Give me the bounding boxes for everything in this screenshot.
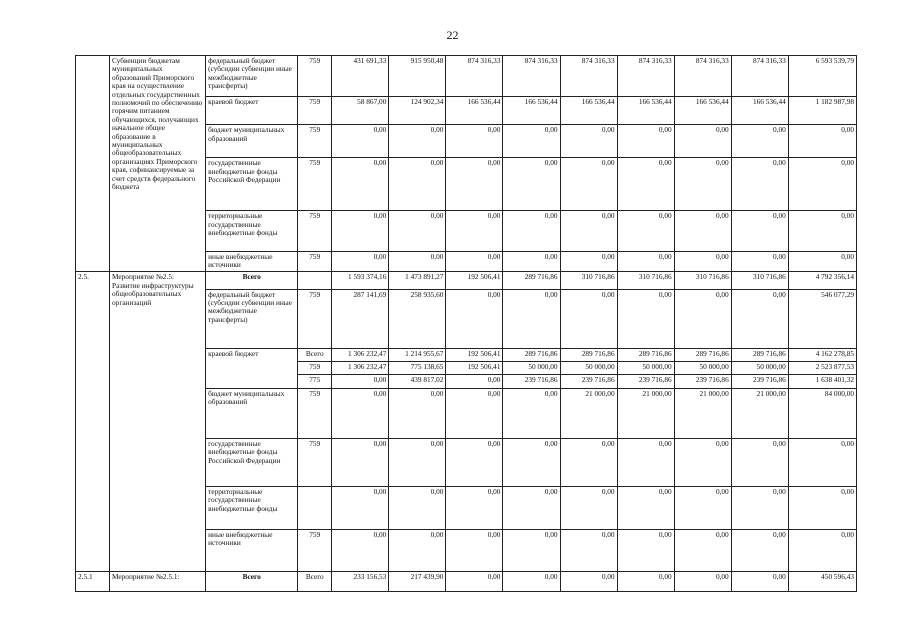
- year-value-cell: 192 506,41: [446, 272, 503, 289]
- year-value-cell: 0,00: [446, 375, 503, 388]
- year-value-cell: 0,00: [731, 486, 788, 529]
- year-value-cell: 0,00: [731, 158, 788, 211]
- year-value-cell: 0,00: [389, 529, 446, 572]
- total-label-cell: Всего: [206, 572, 298, 592]
- budget-code-cell: 759: [298, 388, 332, 438]
- year-value-cell: 0,00: [332, 158, 389, 211]
- year-value-cell: 0,00: [674, 252, 731, 272]
- year-value-cell: 0,00: [446, 486, 503, 529]
- year-value-cell: 21 000,00: [731, 388, 788, 438]
- year-value-cell: 0,00: [674, 486, 731, 529]
- activity-name-cell: Мероприятие №2.5: Развитие инфраструктуры общеобразовательных организаций: [110, 272, 206, 572]
- table-row: [76, 272, 857, 289]
- year-value-cell: 0,00: [446, 438, 503, 486]
- year-value-cell: 0,00: [731, 438, 788, 486]
- year-value-cell: 21 000,00: [560, 388, 617, 438]
- year-value-cell: 0,00: [674, 289, 731, 348]
- year-value-cell: 0,00: [617, 158, 674, 211]
- total-value-cell: 546 077,29: [788, 289, 856, 348]
- budget-code-cell: [298, 486, 332, 529]
- year-value-cell: 0,00: [503, 388, 560, 438]
- year-value-cell: 0,00: [503, 211, 560, 252]
- budget-code-cell: Всего: [298, 348, 332, 361]
- item-number-cell: 2.5.: [76, 272, 110, 572]
- year-value-cell: 1 306 232,47: [332, 362, 389, 375]
- year-value-cell: 0,00: [731, 125, 788, 158]
- year-value-cell: 439 817,02: [389, 375, 446, 388]
- budget-code-cell: Всего: [298, 572, 332, 592]
- funding-source-cell: бюджет муниципальных образований: [206, 125, 298, 158]
- year-value-cell: 0,00: [560, 572, 617, 592]
- year-value-cell: 0,00: [617, 529, 674, 572]
- year-value-cell: 50 000,00: [617, 362, 674, 375]
- year-value-cell: 1 306 232,47: [332, 348, 389, 361]
- funding-source-cell: федеральный бюджет (субсидии субвенции иные межбюджетные трансферты): [206, 56, 298, 97]
- year-value-cell: 0,00: [560, 438, 617, 486]
- year-value-cell: 874 316,33: [731, 56, 788, 97]
- year-value-cell: 0,00: [674, 211, 731, 252]
- total-value-cell: 0,00: [788, 529, 856, 572]
- year-value-cell: 0,00: [503, 438, 560, 486]
- year-value-cell: 0,00: [503, 486, 560, 529]
- year-value-cell: 0,00: [389, 438, 446, 486]
- activity-name-cell: Мероприятие №2.5.1:: [110, 572, 206, 592]
- total-value-cell: 0,00: [788, 158, 856, 211]
- year-value-cell: 0,00: [674, 158, 731, 211]
- year-value-cell: 0,00: [674, 529, 731, 572]
- year-value-cell: 0,00: [617, 211, 674, 252]
- budget-code-cell: [298, 272, 332, 289]
- funding-source-cell: краевой бюджет: [206, 348, 298, 388]
- year-value-cell: 0,00: [560, 158, 617, 211]
- table-row: [76, 56, 857, 97]
- year-value-cell: 0,00: [503, 289, 560, 348]
- year-value-cell: 258 935,60: [389, 289, 446, 348]
- budget-code-cell: 759: [298, 252, 332, 272]
- year-value-cell: 310 716,86: [560, 272, 617, 289]
- year-value-cell: 124 902,34: [389, 96, 446, 125]
- year-value-cell: 289 716,86: [503, 272, 560, 289]
- year-value-cell: 0,00: [617, 438, 674, 486]
- year-value-cell: 1 593 374,16: [332, 272, 389, 289]
- total-value-cell: 4 792 356,14: [788, 272, 856, 289]
- year-value-cell: 0,00: [389, 486, 446, 529]
- total-value-cell: 0,00: [788, 211, 856, 252]
- budget-code-cell: 759: [298, 56, 332, 97]
- funding-source-cell: федеральный бюджет (субсидии субвенции иные межбюджетные трансферты): [206, 289, 298, 348]
- year-value-cell: 0,00: [503, 529, 560, 572]
- year-value-cell: 0,00: [560, 289, 617, 348]
- year-value-cell: 166 536,44: [446, 96, 503, 125]
- year-value-cell: 874 316,33: [674, 56, 731, 97]
- table-row: [76, 572, 857, 592]
- year-value-cell: 310 716,86: [617, 272, 674, 289]
- total-value-cell: 0,00: [788, 486, 856, 529]
- budget-code-cell: 759: [298, 96, 332, 125]
- year-value-cell: 0,00: [446, 388, 503, 438]
- funding-source-cell: территориальные государственные внебюджетные фонды: [206, 486, 298, 529]
- funding-source-cell: бюджет муниципальных образований: [206, 388, 298, 438]
- year-value-cell: 0,00: [674, 572, 731, 592]
- year-value-cell: 0,00: [446, 252, 503, 272]
- year-value-cell: 233 156,53: [332, 572, 389, 592]
- total-value-cell: 0,00: [788, 125, 856, 158]
- year-value-cell: 310 716,86: [674, 272, 731, 289]
- year-value-cell: 217 439,90: [389, 572, 446, 592]
- year-value-cell: 0,00: [617, 252, 674, 272]
- year-value-cell: 0,00: [731, 572, 788, 592]
- total-value-cell: 84 000,00: [788, 388, 856, 438]
- activity-name-cell: Субвенции бюджетам муниципальных образований Приморского края на осуществление отдельных государственных полномочий по обеспечению горячим питанием обучающихся, получающих начальное общее образование в муниципальных общеобразовательных организациях Приморского края, софинансируемые за счет средств федерального бюджета: [110, 56, 206, 272]
- year-value-cell: 874 316,33: [503, 56, 560, 97]
- year-value-cell: 58 867,00: [332, 96, 389, 125]
- year-value-cell: 0,00: [446, 289, 503, 348]
- budget-table: [75, 55, 857, 592]
- budget-code-cell: 775: [298, 375, 332, 388]
- year-value-cell: 239 716,86: [674, 375, 731, 388]
- year-value-cell: 0,00: [389, 211, 446, 252]
- year-value-cell: 310 716,86: [731, 272, 788, 289]
- item-number-cell: 2.5.1: [76, 572, 110, 592]
- year-value-cell: 0,00: [389, 125, 446, 158]
- funding-source-cell: государственные внебюджетные фонды Российской Федерации: [206, 158, 298, 211]
- year-value-cell: 0,00: [332, 252, 389, 272]
- funding-source-cell: краевой бюджет: [206, 96, 298, 125]
- year-value-cell: 166 536,44: [560, 96, 617, 125]
- year-value-cell: 289 716,86: [560, 348, 617, 361]
- year-value-cell: 0,00: [446, 211, 503, 252]
- year-value-cell: 166 536,44: [731, 96, 788, 125]
- year-value-cell: 0,00: [332, 438, 389, 486]
- year-value-cell: 0,00: [731, 289, 788, 348]
- funding-source-cell: государственные внебюджетные фонды Российской Федерации: [206, 438, 298, 486]
- year-value-cell: 0,00: [332, 375, 389, 388]
- budget-code-cell: 759: [298, 289, 332, 348]
- year-value-cell: 239 716,86: [731, 375, 788, 388]
- funding-source-cell: территориальные государственные внебюджетные фонды: [206, 211, 298, 252]
- year-value-cell: 0,00: [389, 252, 446, 272]
- year-value-cell: 0,00: [446, 125, 503, 158]
- year-value-cell: 0,00: [560, 125, 617, 158]
- year-value-cell: 874 316,33: [560, 56, 617, 97]
- total-value-cell: 1 182 987,98: [788, 96, 856, 125]
- total-value-cell: 4 162 278,85: [788, 348, 856, 361]
- year-value-cell: 0,00: [731, 211, 788, 252]
- year-value-cell: 874 316,33: [617, 56, 674, 97]
- year-value-cell: 289 716,86: [674, 348, 731, 361]
- year-value-cell: 874 316,33: [446, 56, 503, 97]
- year-value-cell: 21 000,00: [617, 388, 674, 438]
- year-value-cell: 0,00: [446, 572, 503, 592]
- funding-source-cell: иные внебюджетные источники: [206, 529, 298, 572]
- year-value-cell: 192 506,41: [446, 362, 503, 375]
- year-value-cell: 0,00: [503, 125, 560, 158]
- year-value-cell: 0,00: [332, 486, 389, 529]
- year-value-cell: 289 716,86: [731, 348, 788, 361]
- funding-source-cell: иные внебюджетные источники: [206, 252, 298, 272]
- year-value-cell: 166 536,44: [674, 96, 731, 125]
- budget-code-cell: 759: [298, 211, 332, 252]
- year-value-cell: 0,00: [503, 572, 560, 592]
- year-value-cell: 0,00: [446, 158, 503, 211]
- year-value-cell: 0,00: [617, 125, 674, 158]
- year-value-cell: 0,00: [389, 158, 446, 211]
- year-value-cell: 0,00: [560, 252, 617, 272]
- year-value-cell: 50 000,00: [560, 362, 617, 375]
- year-value-cell: 166 536,44: [617, 96, 674, 125]
- year-value-cell: 0,00: [332, 529, 389, 572]
- budget-code-cell: 759: [298, 529, 332, 572]
- year-value-cell: 0,00: [731, 252, 788, 272]
- year-value-cell: 775 138,65: [389, 362, 446, 375]
- year-value-cell: 0,00: [332, 388, 389, 438]
- total-value-cell: 1 638 401,32: [788, 375, 856, 388]
- page-number: 22: [446, 28, 459, 42]
- year-value-cell: 289 716,86: [617, 348, 674, 361]
- year-value-cell: 0,00: [332, 125, 389, 158]
- year-value-cell: 0,00: [560, 486, 617, 529]
- year-value-cell: 192 506,41: [446, 348, 503, 361]
- year-value-cell: 239 716,86: [560, 375, 617, 388]
- year-value-cell: 239 716,86: [617, 375, 674, 388]
- year-value-cell: 915 950,48: [389, 56, 446, 97]
- year-value-cell: 289 716,86: [503, 348, 560, 361]
- year-value-cell: 0,00: [617, 486, 674, 529]
- year-value-cell: 0,00: [674, 125, 731, 158]
- year-value-cell: 0,00: [446, 529, 503, 572]
- budget-code-cell: 759: [298, 362, 332, 375]
- year-value-cell: 287 141,69: [332, 289, 389, 348]
- total-value-cell: 0,00: [788, 438, 856, 486]
- year-value-cell: 0,00: [674, 438, 731, 486]
- year-value-cell: 0,00: [560, 211, 617, 252]
- year-value-cell: 50 000,00: [503, 362, 560, 375]
- budget-code-cell: 759: [298, 125, 332, 158]
- year-value-cell: 0,00: [503, 252, 560, 272]
- item-number-cell: [76, 56, 110, 272]
- total-value-cell: 450 596,43: [788, 572, 856, 592]
- year-value-cell: 166 536,44: [503, 96, 560, 125]
- year-value-cell: 1 473 891,27: [389, 272, 446, 289]
- year-value-cell: 1 214 955,67: [389, 348, 446, 361]
- year-value-cell: 0,00: [617, 289, 674, 348]
- total-value-cell: 0,00: [788, 252, 856, 272]
- year-value-cell: 0,00: [503, 158, 560, 211]
- total-value-cell: 6 593 539,79: [788, 56, 856, 97]
- year-value-cell: 0,00: [389, 388, 446, 438]
- year-value-cell: 50 000,00: [674, 362, 731, 375]
- budget-code-cell: 759: [298, 438, 332, 486]
- year-value-cell: 431 691,33: [332, 56, 389, 97]
- year-value-cell: 0,00: [560, 529, 617, 572]
- budget-code-cell: 759: [298, 158, 332, 211]
- year-value-cell: 0,00: [617, 572, 674, 592]
- total-label-cell: Всего: [206, 272, 298, 289]
- year-value-cell: 21 000,00: [674, 388, 731, 438]
- year-value-cell: 0,00: [731, 529, 788, 572]
- year-value-cell: 50 000,00: [731, 362, 788, 375]
- year-value-cell: 0,00: [332, 211, 389, 252]
- total-value-cell: 2 523 877,53: [788, 362, 856, 375]
- year-value-cell: 239 716,86: [503, 375, 560, 388]
